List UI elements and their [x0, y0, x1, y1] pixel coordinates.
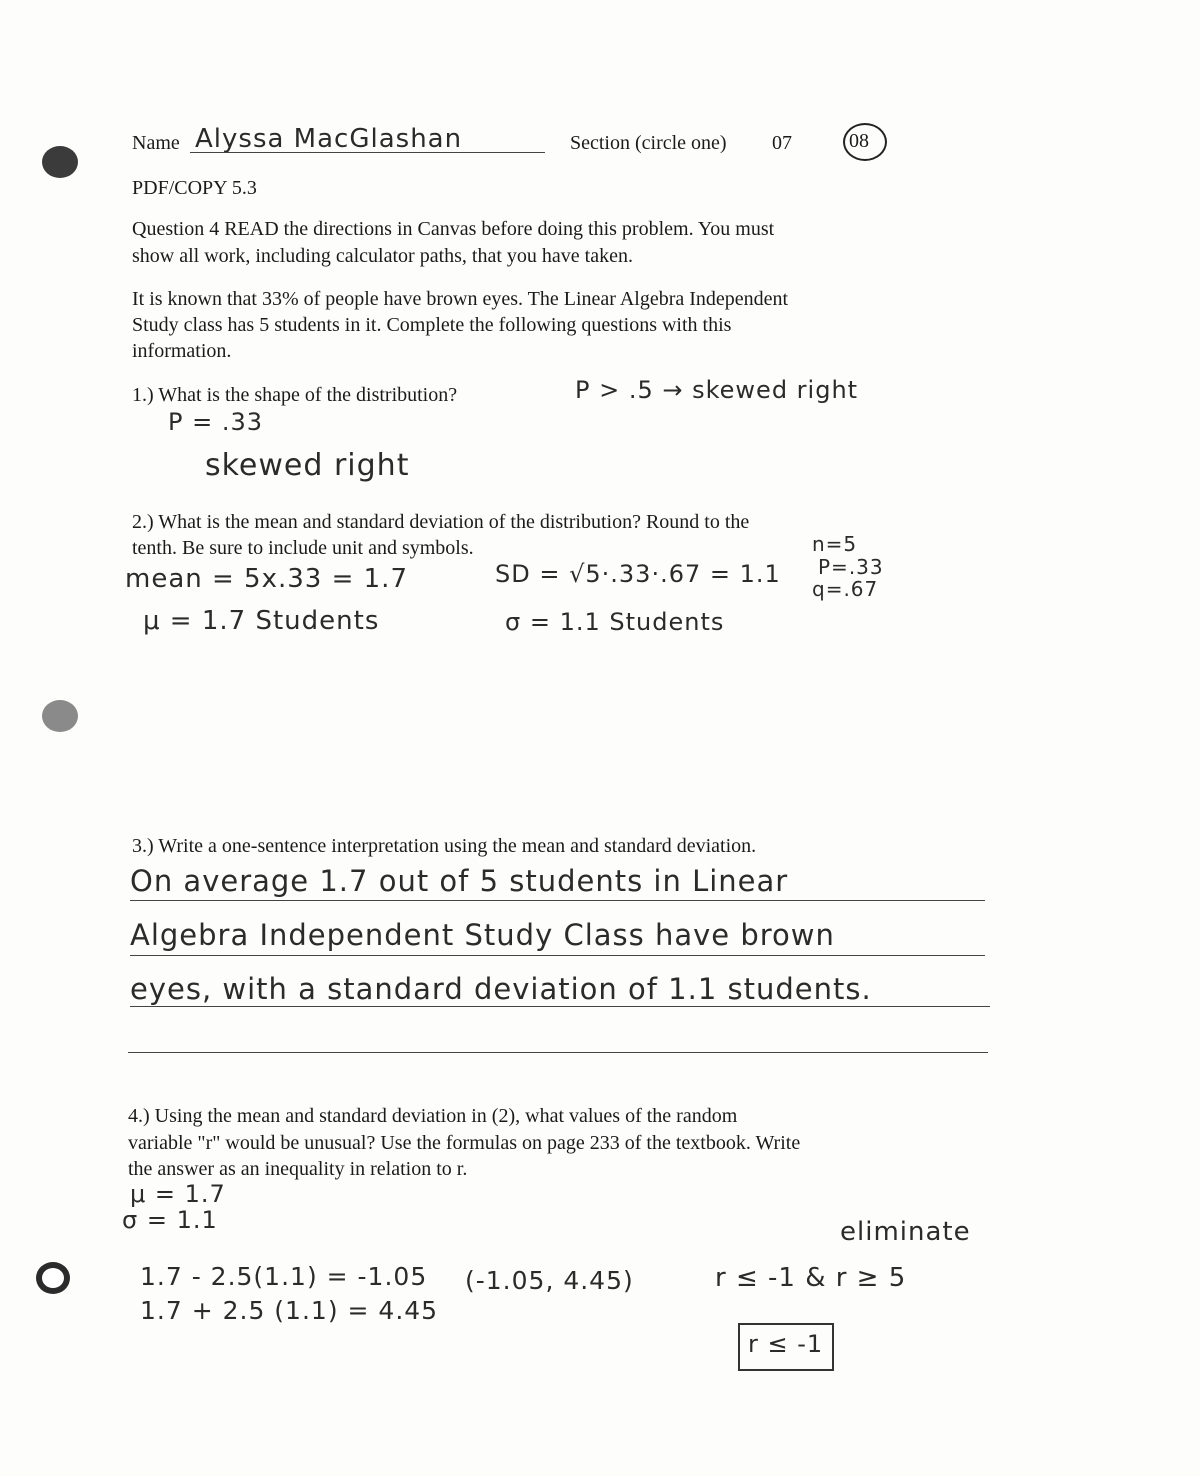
question-4-line-3: the answer as an inequality in relation to r.	[128, 1158, 468, 1180]
problem-statement-line-2: Study class has 5 students in it. Complete the following questions with this	[132, 314, 732, 336]
q2-sigma: σ = 1.1 Students	[505, 608, 725, 636]
q4-interval: (-1.05, 4.45)	[465, 1266, 634, 1295]
q2-sd-calc: SD = √5·.33·.67 = 1.1	[495, 560, 781, 588]
q2-mu: μ = 1.7 Students	[143, 606, 380, 636]
hole-punch-middle	[42, 700, 78, 732]
q3-answer-line-3: eyes, with a standard deviation of 1.1 students.	[130, 972, 872, 1006]
q2-n: n=5	[812, 532, 858, 556]
q1-p-value: P = .33	[168, 408, 264, 436]
q4-lower-calc: 1.7 - 2.5(1.1) = -1.05	[140, 1262, 428, 1291]
q4-upper-calc: 1.7 + 2.5 (1.1) = 4.45	[140, 1296, 439, 1325]
problem-statement-line-1: It is known that 33% of people have brown eyes. The Linear Algebra Independent	[132, 288, 789, 310]
question-4-line-2: variable "r" would be unusual? Use the formulas on page 233 of the textbook. Write	[128, 1132, 801, 1154]
directions-line-1: Question 4 READ the directions in Canvas before doing this problem. You must	[132, 218, 775, 240]
q3-rule-3	[130, 1006, 990, 1007]
question-3: 3.) Write a one-sentence interpretation using the mean and standard deviation.	[132, 835, 757, 857]
q4-mu: μ = 1.7	[130, 1180, 226, 1208]
directions-line-2: show all work, including calculator paths, that you have taken.	[132, 245, 633, 267]
q4-eliminate: eliminate	[840, 1217, 971, 1247]
q3-rule-4	[128, 1052, 988, 1053]
question-1: 1.) What is the shape of the distribution?	[132, 384, 458, 406]
q3-answer-line-2: Algebra Independent Study Class have brown	[130, 918, 835, 952]
q3-rule-2	[130, 955, 985, 956]
hole-punch-top	[42, 146, 78, 178]
q3-rule-1	[130, 900, 985, 901]
q4-sigma: σ = 1.1	[122, 1206, 218, 1234]
student-name: Alyssa MacGlashan	[195, 124, 463, 154]
name-underline	[190, 152, 545, 153]
document-id: PDF/COPY 5.3	[132, 177, 257, 199]
q4-final-answer: r ≤ -1	[748, 1330, 824, 1358]
question-2-line-2: tenth. Be sure to include unit and symbols.	[132, 537, 474, 559]
section-option-07: 07	[772, 132, 792, 154]
q2-q: q=.67	[812, 577, 879, 601]
hole-punch-bottom	[36, 1262, 70, 1294]
q1-note: P > .5 → skewed right	[575, 376, 859, 404]
q2-p: P=.33	[818, 555, 884, 579]
section-option-08: 08	[849, 130, 869, 152]
q3-answer-line-1: On average 1.7 out of 5 students in Linear	[130, 864, 789, 898]
problem-statement-line-3: information.	[132, 340, 232, 362]
section-label: Section (circle one)	[570, 132, 727, 154]
question-4-line-1: 4.) Using the mean and standard deviation in (2), what values of the random	[128, 1105, 738, 1127]
q1-answer: skewed right	[205, 448, 410, 483]
q4-inequality: r ≤ -1 & r ≥ 5	[715, 1263, 907, 1293]
name-label: Name	[132, 132, 180, 154]
question-2-line-1: 2.) What is the mean and standard deviation of the distribution? Round to the	[132, 511, 750, 533]
q2-mean-calc: mean = 5x.33 = 1.7	[125, 564, 408, 594]
